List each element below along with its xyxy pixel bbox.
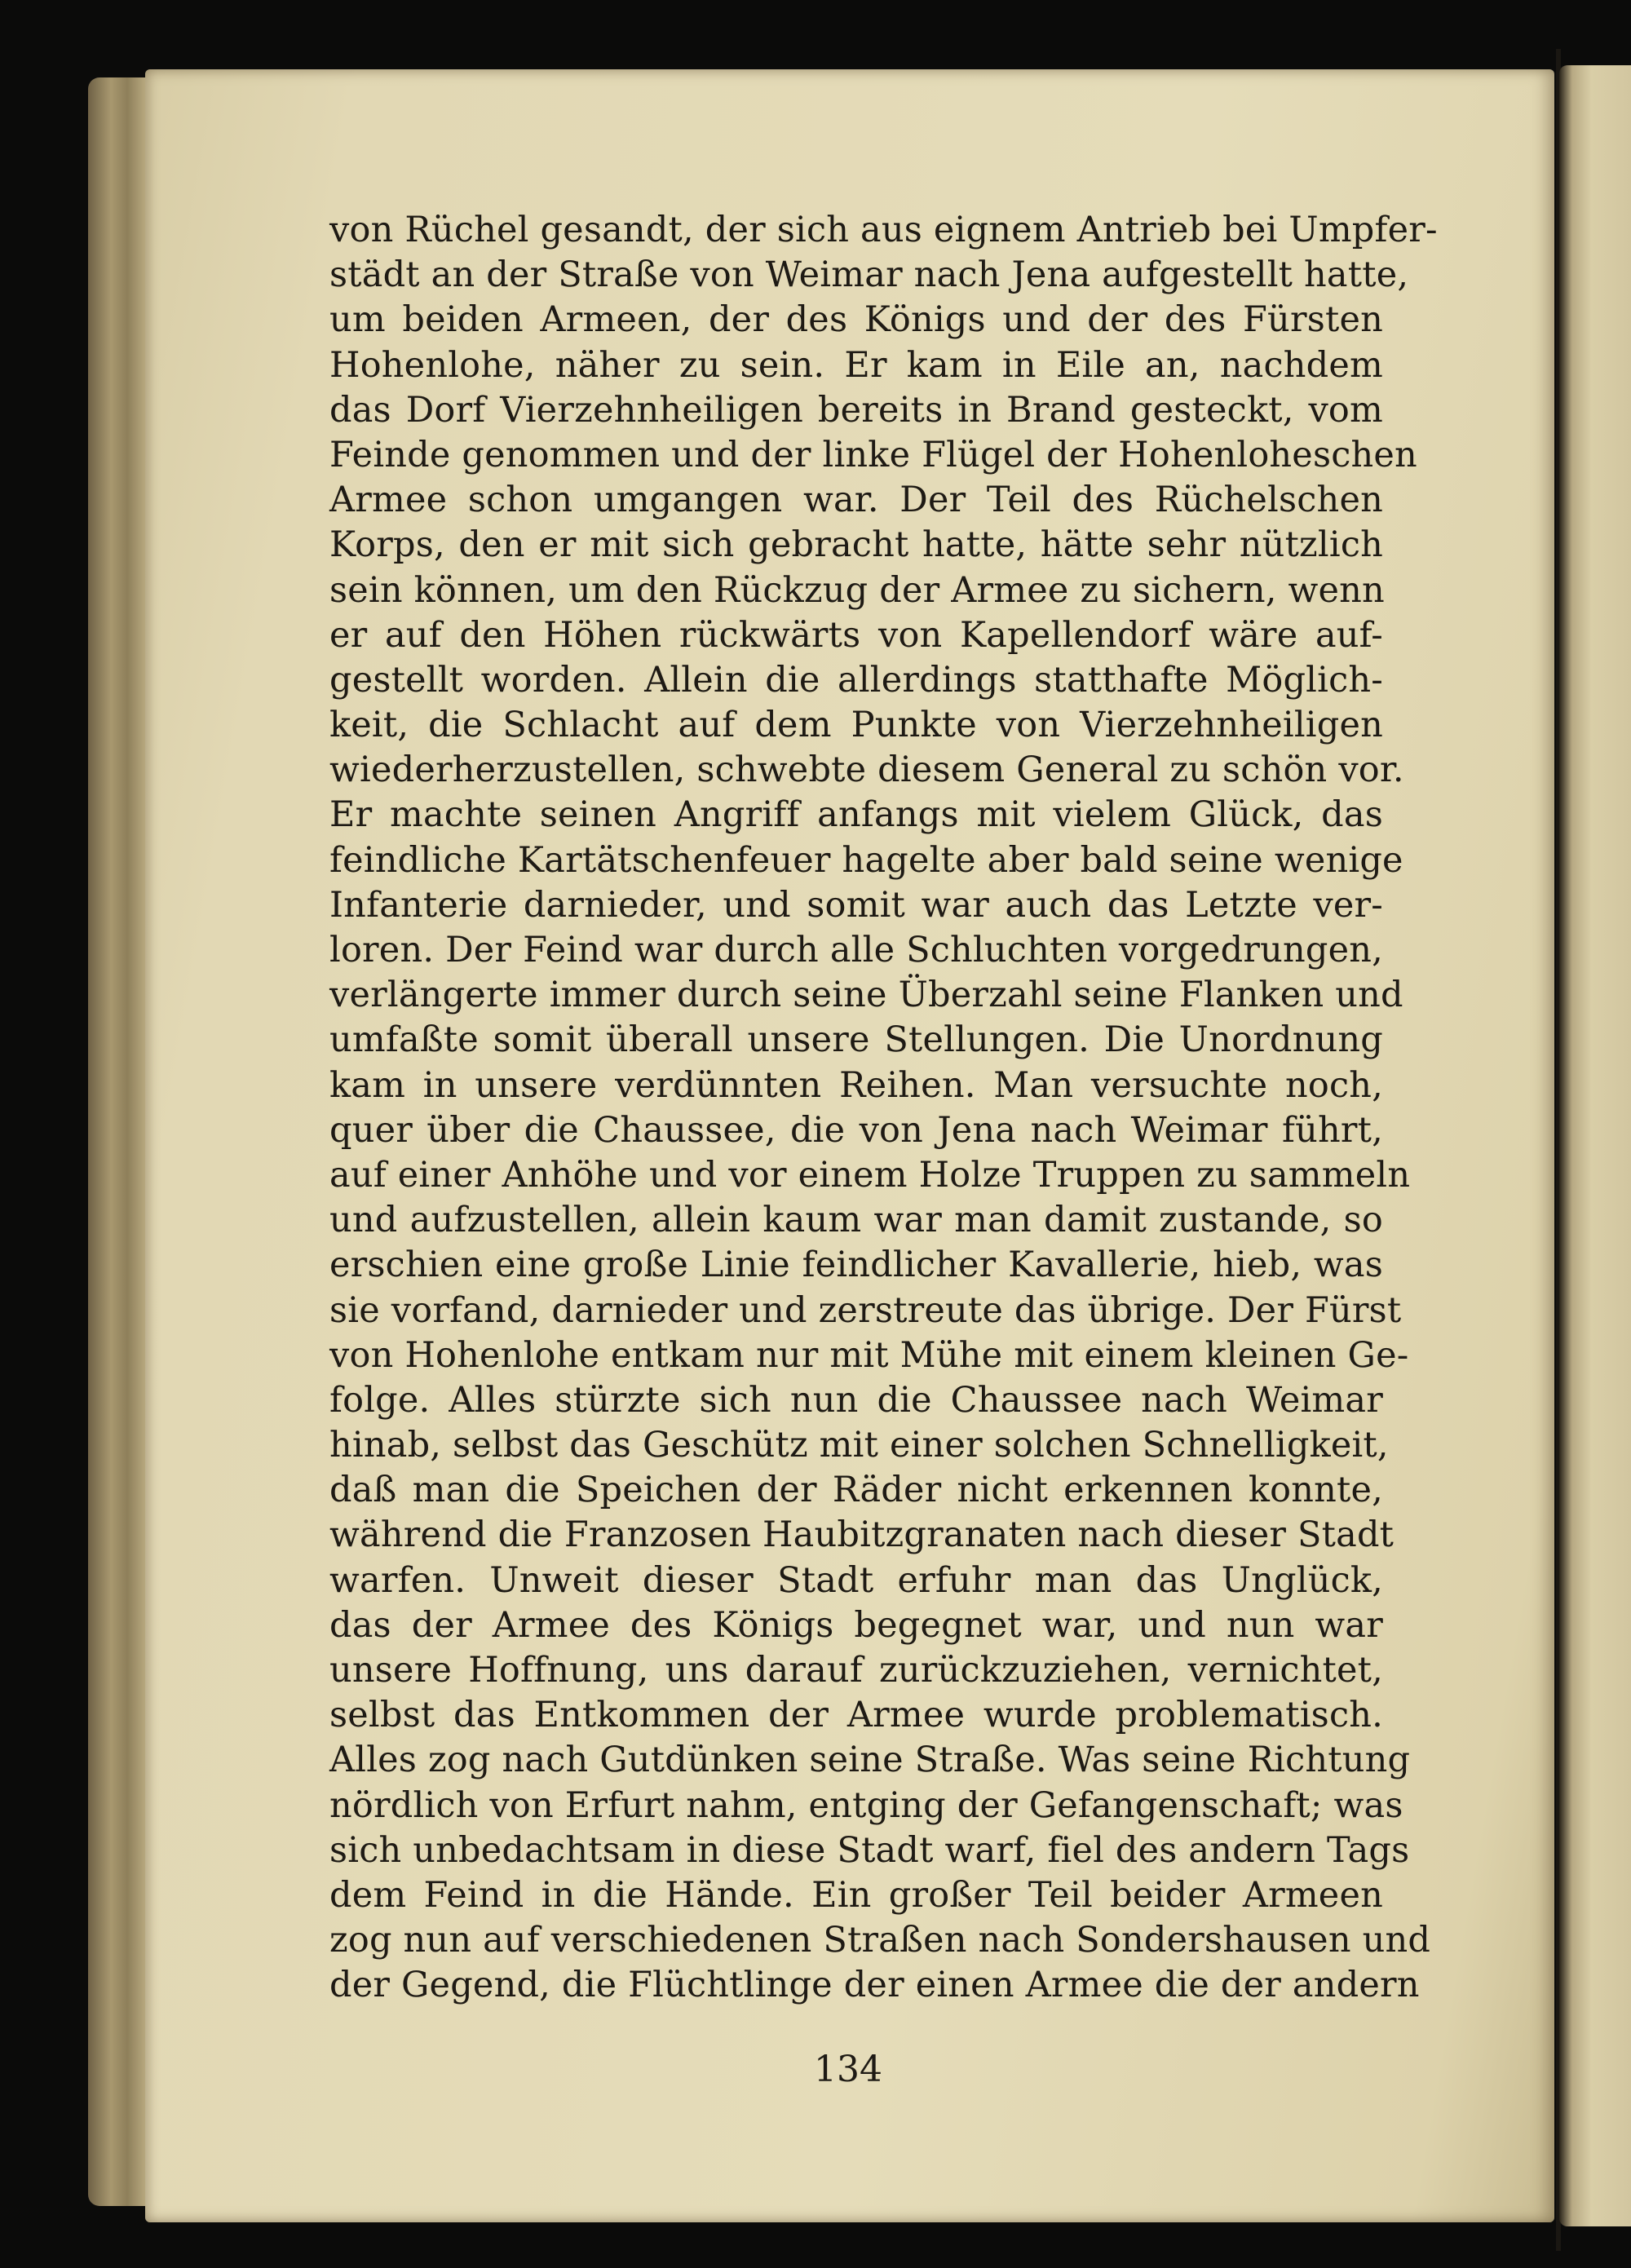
text-line: von Hohenlohe entkam nur mit Mühe mit einem kleinen Ge- (329, 1334, 1409, 1376)
text-line: zog nun auf verschiedenen Straßen nach Sondershausen und (329, 1920, 1431, 1961)
text-line: umfaßte somit überall unsere Stellungen. Die Unordnung (329, 1019, 1383, 1061)
text-line: Er machte seinen Angriff anfangs mit vielem Glück, das (329, 794, 1383, 836)
text-line: kam in unsere verdünnten Reihen. Man versuchte noch, (329, 1064, 1383, 1106)
text-line: während die Franzosen Haubitzgranaten nach dieser Stadt (329, 1514, 1395, 1556)
facing-page-edge (1559, 65, 1631, 2226)
body-text (329, 208, 1438, 2009)
text-line: Armee schon umgangen war. Der Teil des Rüchelschen (329, 480, 1383, 521)
text-line: nördlich von Erfurt nahm, entging der Gefangenschaft; was (329, 1784, 1403, 1826)
text-line: das Dorf Vierzehnheiligen bereits in Brand gesteckt, vom (329, 389, 1383, 431)
text-line: feindliche Kartätschenfeuer hagelte aber bald seine wenige (329, 839, 1403, 881)
text-line: dem Feind in die Hände. Ein großer Teil beider Armeen (329, 1874, 1383, 1916)
book-edge (88, 77, 153, 2206)
text-line: Hohenlohe, näher zu sein. Er kam in Eile an, nachdem (329, 344, 1383, 386)
text-line: er auf den Höhen rückwärts von Kapellendorf wäre auf- (329, 614, 1383, 656)
text-line: quer über die Chaussee, die von Jena nach Weimar führt, (329, 1109, 1383, 1151)
text-line: Feinde genommen und der linke Flügel der Hohenloheschen (329, 434, 1417, 475)
text-line: wiederherzustellen, schwebte diesem General zu schön vor. (329, 749, 1404, 791)
text-line: daß man die Speichen der Räder nicht erkennen konnte, (329, 1470, 1383, 1511)
text-line: gestellt worden. Allein die allerdings statthafte Möglich- (329, 659, 1383, 701)
text-line: keit, die Schlacht auf dem Punkte von Vierzehnheiligen (329, 705, 1383, 746)
text-line: der Gegend, die Flüchtlinge der einen Armee die der andern (329, 1965, 1420, 2006)
text-line: um beiden Armeen, der des Königs und der des Fürsten (329, 299, 1383, 341)
text-line: von Rüchel gesandt, der sich aus eignem Antrieb bei Umpfer- (329, 210, 1438, 250)
text-line: Korps, den er mit sich gebracht hatte, hätte sehr nützlich (329, 524, 1383, 566)
text-line: folge. Alles stürzte sich nun die Chaussee nach Weimar (329, 1379, 1383, 1421)
text-line: verlängerte immer durch seine Überzahl seine Flanken und (329, 975, 1403, 1016)
page-number: 134 (814, 2049, 882, 2090)
text-line: unsere Hoffnung, uns darauf zurückzuziehen, vernichtet, (329, 1650, 1383, 1691)
text-line: loren. Der Feind war durch alle Schluchten vorgedrungen, (329, 930, 1383, 970)
text-line: und aufzustellen, allein kaum war man damit zustande, so (329, 1200, 1383, 1241)
text-line: Alles zog nach Gutdünken seine Straße. Was seine Richtung (329, 1740, 1411, 1781)
text-line: sich unbedachtsam in diese Stadt warf, fiel des andern Tags (329, 1829, 1410, 1871)
text-line: sein können, um den Rückzug der Armee zu sichern, wenn (329, 569, 1385, 611)
text-line: auf einer Anhöhe und vor einem Holze Truppen zu sammeln (329, 1154, 1411, 1196)
text-line: sie vorfand, darnieder und zerstreute das übrige. Der Fürst (329, 1289, 1402, 1331)
text-line: warfen. Unweit dieser Stadt erfuhr man das Unglück, (329, 1559, 1383, 1601)
text-line: hinab, selbst das Geschütz mit einer solchen Schnelligkeit, (329, 1425, 1389, 1466)
text-line: das der Armee des Königs begegnet war, und nun war (329, 1604, 1383, 1646)
text-line: Infanterie darnieder, und somit war auch das Letzte ver- (329, 884, 1383, 926)
text-line: erschien eine große Linie feindlicher Kavallerie, hieb, was (329, 1245, 1383, 1286)
text-line: städt an der Straße von Weimar nach Jena aufgestellt hatte, (329, 254, 1409, 296)
text-line: selbst das Entkommen der Armee wurde problematisch. (329, 1695, 1383, 1736)
